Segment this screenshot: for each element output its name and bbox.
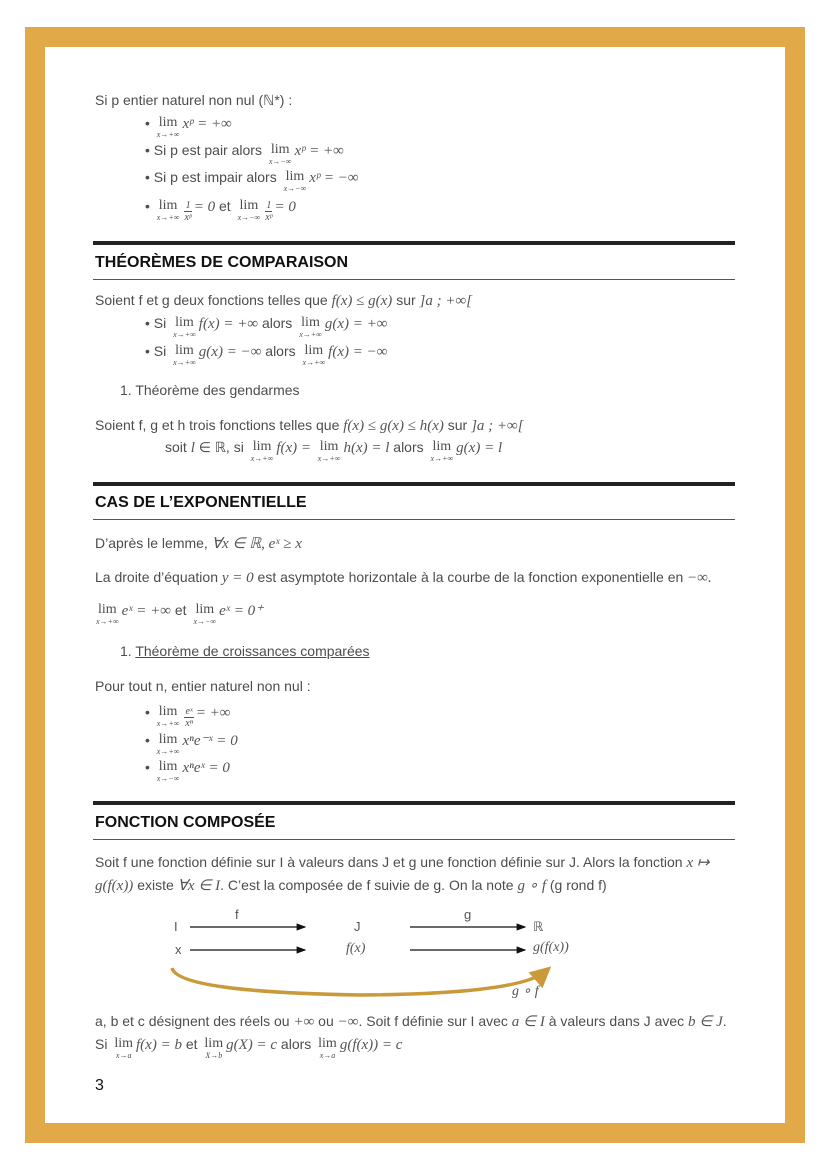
lim-subscript: x→+∞ — [173, 358, 196, 367]
lim-symbol: lim — [318, 1036, 337, 1051]
lim-symbol: lim — [97, 602, 117, 617]
lim-symbol: lim — [158, 115, 178, 130]
numerator: eˣ — [185, 706, 193, 717]
gof-label: g ∘ f — [512, 984, 539, 999]
math-expression: xᵖ = +∞ — [294, 143, 344, 159]
lim-symbol: lim — [158, 732, 178, 747]
text-run: ∈ ℝ, si — [194, 439, 248, 455]
text-run: . C’est la composée de f suivie de g. On la note — [220, 877, 518, 893]
numerator: 1 — [185, 200, 191, 211]
lim-symbol: lim — [432, 439, 452, 454]
math-expression: f(x) ≤ g(x) ≤ h(x) — [343, 418, 444, 434]
math-expression: = 0 — [193, 199, 216, 215]
lim-subscript: x→+∞ — [156, 130, 180, 139]
lim-symbol: lim — [158, 198, 178, 213]
lim-subscript: x→+∞ — [156, 213, 180, 222]
lim-subscript: x→−∞ — [268, 157, 292, 166]
text-run: • — [145, 115, 154, 131]
lim-symbol: lim — [239, 198, 259, 213]
text-run: et — [181, 1036, 202, 1052]
math-expression: l — [190, 440, 195, 456]
fx-label: f(x) — [346, 941, 366, 956]
page-number: 3 — [95, 1077, 104, 1094]
lim-symbol: lim — [175, 343, 194, 358]
lim-subscript: x→−∞ — [156, 774, 180, 783]
text-run: . — [722, 1013, 727, 1029]
text-run: et — [215, 198, 235, 214]
math-expression: xᵖ = −∞ — [309, 170, 359, 186]
lim-symbol: lim — [301, 315, 320, 330]
lim-symbol: lim — [114, 1036, 134, 1051]
denominator: xᵖ — [265, 212, 273, 223]
gfx-label: g(f(x)) — [533, 940, 569, 955]
lim-symbol: lim — [252, 439, 272, 454]
lim-symbol: lim — [195, 602, 215, 617]
lim-symbol: lim — [304, 343, 324, 358]
text-run: et — [171, 602, 191, 618]
lim-subscript: x→+∞ — [430, 454, 454, 463]
text-run: ou — [314, 1013, 338, 1029]
lim-subscript: x→+∞ — [317, 454, 341, 463]
math-expression: +∞ — [293, 1014, 315, 1030]
composition-curve-arrow — [172, 968, 546, 995]
math-expression: f(x) = +∞ — [198, 316, 259, 332]
lim-subscript: x→+∞ — [250, 454, 274, 463]
text-run: Pour tout n, entier naturel non nul : — [95, 678, 311, 694]
math-expression: g(x) = l — [456, 440, 503, 456]
denominator: xᵖ — [184, 212, 192, 223]
math-expression: f(x) = — [276, 440, 315, 456]
math-expression: ]a ; +∞[ — [471, 418, 524, 434]
lim-symbol: lim — [204, 1036, 224, 1051]
lim-subscript: x→+∞ — [156, 747, 180, 756]
lim-subscript: x→−∞ — [237, 213, 261, 222]
math-expression: xᵖ = +∞ — [182, 116, 232, 132]
limit-operator — [204, 1038, 223, 1062]
math-expression: ∀x ∈ ℝ, eˣ ≥ x — [211, 536, 302, 552]
text-run: 1. Théorème des gendarmes — [120, 382, 300, 398]
lim-symbol: lim — [285, 169, 305, 184]
text-run: à valeurs dans J avec — [544, 1013, 689, 1029]
math-expression: xⁿe⁻ˣ = 0 — [182, 733, 238, 749]
lim-subscript: x→+∞ — [156, 719, 180, 728]
text-run: alors — [389, 439, 428, 455]
lim-subscript: x→a — [115, 1051, 132, 1060]
math-expression: h(x) = l — [343, 440, 390, 456]
text-run: . Soit f définie sur I avec — [358, 1013, 512, 1029]
text-line — [95, 1011, 727, 1032]
text-run: • Si — [145, 343, 171, 359]
limit-operator — [114, 1038, 133, 1062]
math-expression: g(x) = −∞ — [198, 344, 262, 360]
text-run: Soit f une fonction définie sur I à valeurs dans J et g une fonction définie sur J. Alors la fonction — [95, 854, 687, 870]
set-J-label: J — [354, 919, 361, 934]
math-expression: g(x) = +∞ — [324, 316, 388, 332]
math-expression: eˣ = 0⁺ — [219, 603, 264, 619]
text-run: • Si — [145, 315, 171, 331]
limit-operator — [318, 1038, 337, 1062]
lim-symbol: lim — [158, 704, 178, 719]
lim-subscript: X→b — [205, 1051, 223, 1060]
text-run: Si — [95, 1036, 112, 1052]
section-heading: CAS DE L’EXPONENTIELLE — [95, 494, 307, 511]
text-run: D’après le lemme, — [95, 535, 212, 551]
denominator: xⁿ — [185, 718, 193, 729]
text-run: a, b et c désignent des réels ou — [95, 1013, 294, 1029]
text-run: • — [145, 759, 154, 775]
text-run: • — [145, 704, 154, 720]
math-expression: f(x) ≤ g(x) — [331, 293, 393, 309]
f-label: f — [235, 907, 239, 922]
g-label: g — [464, 907, 472, 922]
text-run: alors — [258, 315, 297, 331]
text-run: Soient f et g deux fonctions telles que — [95, 292, 332, 308]
math-expression: y = 0 — [221, 570, 254, 586]
text-run: • Si p est pair alors — [145, 142, 266, 158]
text-run: • Si p est impair alors — [145, 169, 281, 185]
math-expression: a ∈ I — [511, 1014, 545, 1030]
math-expression: = 0 — [274, 199, 296, 215]
math-expression: ∀x ∈ I — [177, 878, 221, 894]
lim-subscript: x→+∞ — [96, 617, 119, 626]
lim-symbol: lim — [175, 315, 194, 330]
text-run: alors — [261, 343, 300, 359]
text-run: Soient f, g et h trois fonctions telles que — [95, 417, 344, 433]
lim-symbol: lim — [270, 142, 290, 157]
text-run: sur — [392, 292, 420, 308]
math-expression: b ∈ J — [688, 1014, 723, 1030]
numerator: 1 — [266, 200, 272, 211]
math-expression: g(f(x)) — [95, 878, 134, 894]
text-run: • — [145, 732, 154, 748]
math-expression: −∞. — [687, 570, 712, 586]
math-expression: f(x) = −∞ — [328, 344, 388, 360]
text-run: sur — [443, 417, 472, 433]
text-run: • — [145, 198, 154, 214]
text-run: soit — [165, 439, 191, 455]
math-expression: −∞ — [337, 1014, 359, 1030]
set-I-label: I — [174, 919, 178, 934]
math-expression: = +∞ — [195, 705, 231, 721]
math-expression: xⁿeˣ = 0 — [182, 760, 230, 776]
math-expression: g ∘ f — [517, 878, 546, 894]
text-run: (g rond f) — [546, 877, 607, 893]
section-heading: FONCTION COMPOSÉE — [95, 814, 276, 831]
math-expression: x ↦ — [686, 855, 710, 871]
text-line — [95, 1034, 402, 1062]
section-heading: THÉORÈMES DE COMPARAISON — [95, 254, 349, 271]
math-expression: f(x) = b — [136, 1037, 182, 1053]
text-run: 1. — [120, 643, 136, 659]
text-run: Si p entier naturel non nul (ℕ*) : — [95, 92, 293, 108]
lim-subscript: x→+∞ — [173, 330, 196, 339]
text-run: existe — [133, 877, 178, 893]
lim-subscript: x→−∞ — [283, 184, 307, 193]
lim-symbol: lim — [319, 439, 339, 454]
lim-subscript: x→+∞ — [302, 358, 326, 367]
math-expression: ]a ; +∞[ — [419, 293, 473, 309]
math-expression: g(X) = c — [226, 1037, 278, 1053]
set-R-label: ℝ — [533, 919, 544, 934]
math-expression: g(f(x)) = c — [339, 1037, 403, 1053]
math-expression: eˣ = +∞ — [121, 603, 171, 619]
lim-subscript: x→a — [319, 1051, 336, 1060]
lim-subscript: x→−∞ — [193, 617, 217, 626]
text-run: est asymptote horizontale à la courbe de la fonction exponentielle en — [253, 569, 688, 585]
lim-subscript: x→+∞ — [299, 330, 322, 339]
underlined-heading: Théorème de croissances comparées — [135, 643, 370, 659]
x-label: x — [175, 942, 182, 957]
lim-symbol: lim — [158, 759, 178, 774]
text-run: alors — [277, 1036, 316, 1052]
text-run: La droite d’équation — [95, 569, 222, 585]
